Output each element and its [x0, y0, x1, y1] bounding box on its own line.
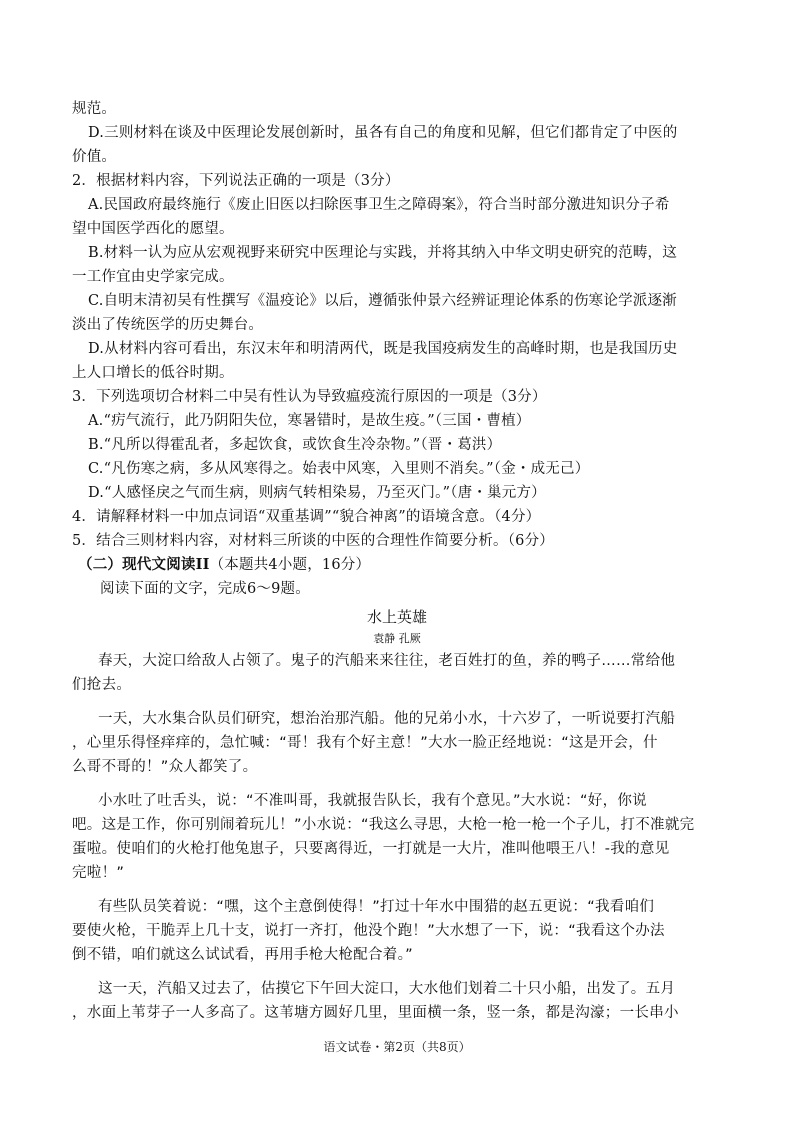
page-footer: 语文试卷・第2页（共8页） [323, 1040, 471, 1054]
story-line: 蛋啦。使咱们的火枪打他兔崽子，只要离得近，一打就是一大片，准叫他喂王八！-我的意见 [72, 841, 670, 857]
option-b-line: B.材料一认为应从宏观视野来研究中医理论与实践，并将其纳入中华文明史研究的范畴，这 [88, 245, 677, 261]
story-line: 么哥不哥的！”众人都笑了。 [72, 759, 258, 775]
story-line: 倒不错，咱们就这么试试看，再用手枪大枪配合着。” [72, 947, 413, 963]
story-line: ，水面上苇芽子一人多高了。这苇塘方圆好几里，里面横一条，竖一条，都是沟濠；一长串小 [72, 1005, 679, 1021]
option-a-line: A.民国政府最终施行《废止旧医以扫除医事卫生之障碍案》，符合当时部分激进知识分子希 [88, 197, 670, 213]
story-byline: 袁静 孔厥 [373, 632, 421, 645]
question-3: 3．下列选项切合材料二中吴有性认为导致瘟疫流行原因的一项是（3分） [72, 389, 547, 405]
story-line: 要使火枪，干脆弄上几十支，说打一齐打，他没个跑！”大水想了一下，说：“我看这个办法 [72, 923, 665, 939]
section-note: （本题共4小题，16分） [209, 557, 371, 573]
option-d-line: D.从材料内容可看出，东汉末年和明清两代，既是我国疫病发生的高峰时期，也是我国历史 [88, 341, 678, 357]
story-line: 这一天，汽船又过去了，估摸它下午回大淀口，大水他们划着二十只小船，出发了。五月 [98, 981, 676, 997]
story-title: 水上英雄 [366, 608, 427, 626]
option-b: B.“凡所以得霍乱者，多起饮食，或饮食生冷杂物。”（晋・葛洪） [88, 437, 502, 453]
story-line: 完啦！” [72, 865, 125, 881]
text-line: 望中国医学西化的愿望。 [72, 221, 234, 237]
story-line: 们抢去。 [72, 677, 132, 693]
question-4: 4．请解释材料一中加点词语“双重基调”“貌合神离”的语境含意。（4分） [72, 509, 541, 525]
text-line: 上人口增长的低谷时期。 [72, 365, 234, 381]
option-c-line: C.自明末清初吴有性撰写《温疫论》以后，遵循张仲景六经辨证理论体系的伤寒论学派逐渐 [88, 293, 677, 309]
option-d-line: D.三则材料在谈及中医理论发展创新时，虽各有自己的角度和见解，但它们都肯定了中医的 [88, 125, 678, 141]
text-line: 价值。 [72, 149, 117, 165]
story-line: 一天，大水集合队员们研究，想治治那汽船。他的兄弟小水，十六岁了，一听说要打汽船 [98, 711, 676, 727]
question-2: 2．根据材料内容，下列说法正确的一项是（3分） [72, 173, 400, 189]
story-line: ，心里乐得怪痒痒的，急忙喊：“哥！我有个好主意！”大水一脸正经地说：“这是开会，什 [72, 735, 658, 751]
text-line: 规范。 [72, 101, 117, 117]
option-d: D.“人感怪戾之气而生病，则病气转相染易，乃至灭门。”（唐・巢元方） [88, 485, 546, 501]
story-line: 吧。这是工作，你可别闹着玩儿！”小水说：“我这么寻思，大枪一枪一枪一个子儿，打不准就完 [72, 817, 695, 833]
option-c: C.“凡伤寒之病，多从风寒得之。始表中风寒，入里则不消矣。”（金・成无己） [88, 461, 590, 477]
reading-instruction: 阅读下面的文字，完成6～9题。 [100, 581, 310, 597]
story-line: 有些队员笑着说：“嘿，这个主意倒使得！”打过十年水中围猎的赵五更说：“我看咱们 [98, 899, 655, 915]
story-line: 春天，大淀口给敌人占领了。鬼子的汽船来来往往，老百姓打的鱼，养的鸭子……常给他 [98, 653, 676, 669]
section-heading [78, 556, 738, 574]
section-label: （二）现代文阅读II [78, 556, 210, 573]
option-a: A.“疠气流行，此乃阴阳失位，寒暑错时，是故生疫。”（三国・曹植） [88, 413, 531, 429]
question-5: 5．结合三则材料内容，对材料三所谈的中医的合理性作简要分析。（6分） [72, 533, 554, 549]
text-line: 淡出了传统医学的历史舞台。 [72, 317, 264, 333]
text-line: 一工作宜由史学家完成。 [72, 269, 234, 285]
story-line: 小水吐了吐舌头，说：“不准叫哥，我就报告队长，我有个意见。”大水说：“好，你说 [98, 793, 647, 809]
